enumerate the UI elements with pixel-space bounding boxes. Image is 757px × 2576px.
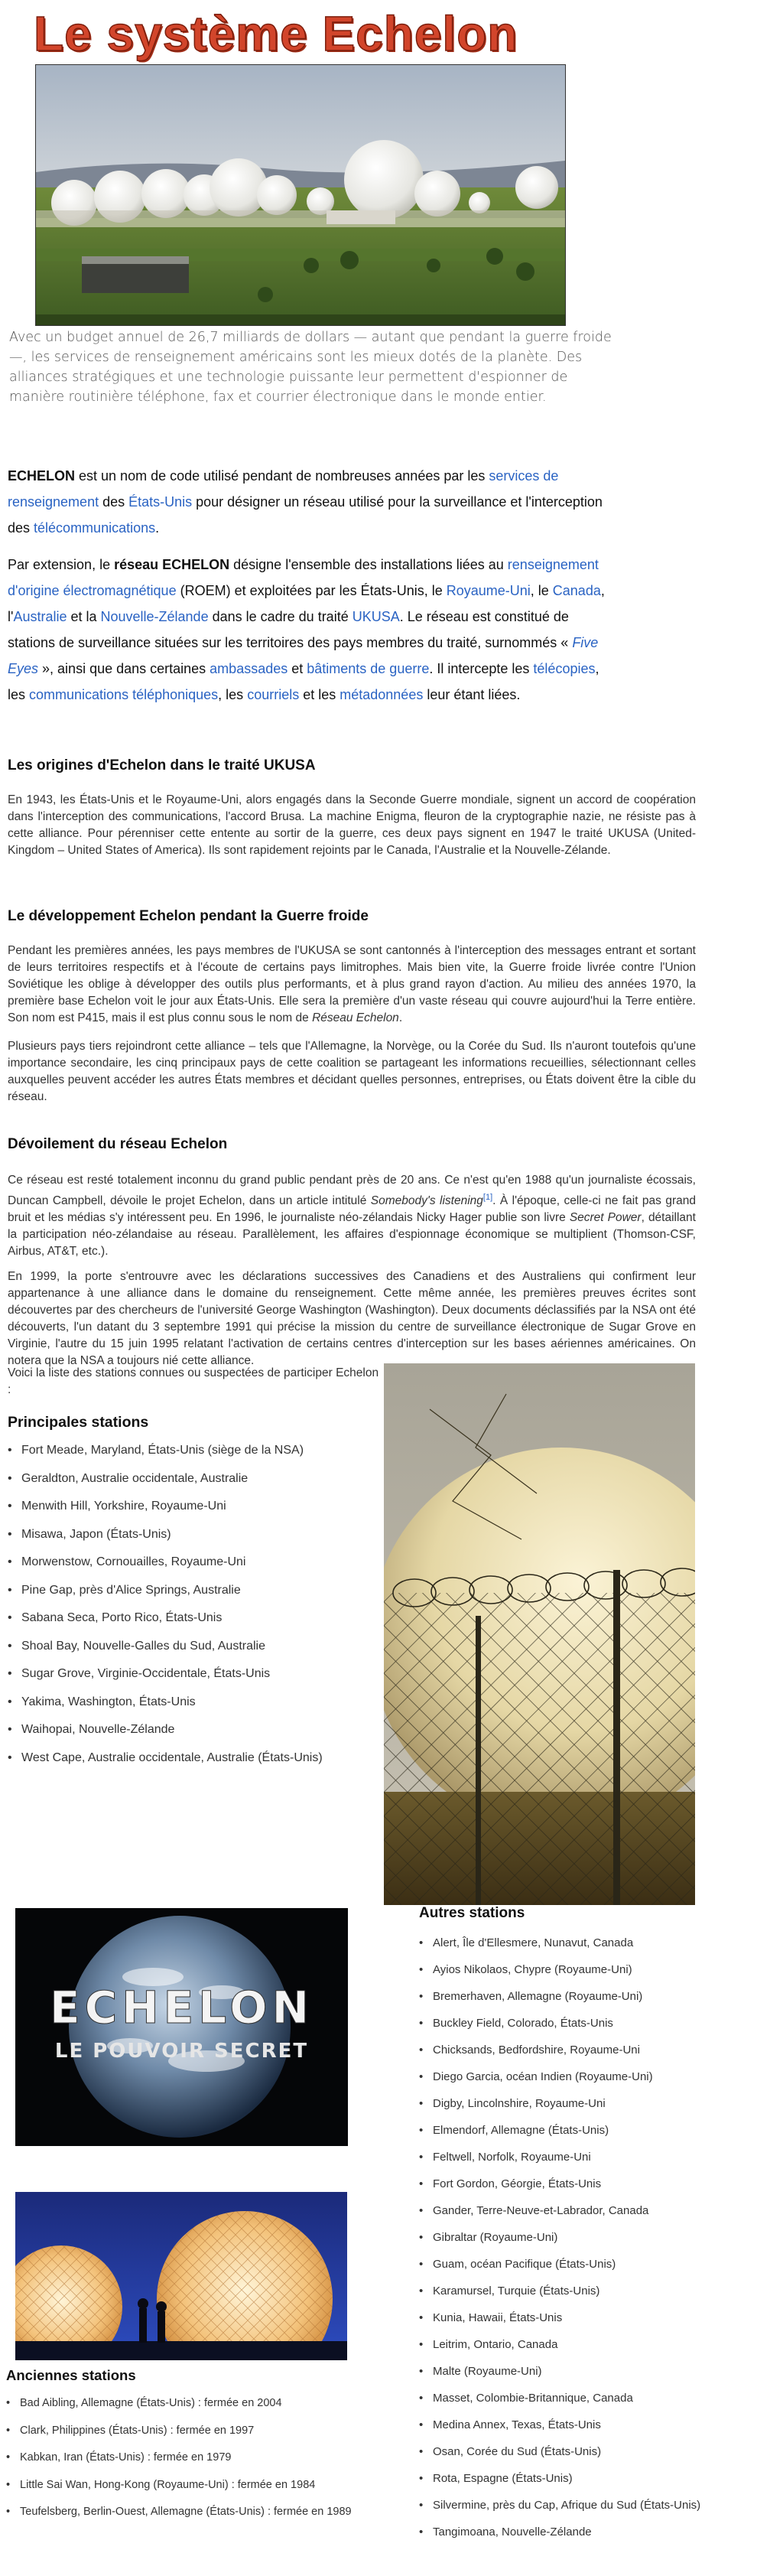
station-item: • Gibraltar (Royaume-Uni)	[419, 2224, 700, 2251]
coldwar-text-1	[8, 943, 696, 1027]
station-item: • Shoal Bay, Nouvelle-Galles du Sud, Australie	[8, 1633, 323, 1661]
other-stations-list	[419, 1930, 700, 2545]
link-nouvelle-zelande[interactable]: Nouvelle-Zélande	[100, 609, 209, 624]
text: Ce réseau est resté totalement inconnu du grand public pendant près de 20 ans. Ce n'est qu'en 1988 qu'un journaliste écossais, Duncan Campbell, dévoile le projet Echelon, dans un article intitulé	[8, 1174, 696, 1208]
station-item: • Buckley Field, Colorado, États-Unis	[419, 2010, 700, 2037]
station-item: • Misawa, Japon (États-Unis)	[8, 1521, 323, 1549]
coldwar-text-2: Plusieurs pays tiers rejoindront cette alliance – tels que l'Allemagne, la Norvège, ou la Corée du Sud. Ils n'auront toutefois qu'une importance secondaire, les cinq principaux pays de cette coalition se partageant les informations recueillies, sélectionnant celles auxquelles peuvent accéder les autres États membres et décidant quelles personnes, entreprises, ou États doivent être la cible du réseau.	[8, 1040, 696, 1103]
link-canada[interactable]: Canada	[552, 583, 601, 598]
station-item: • Teufelsberg, Berlin-Ouest, Allemagne (États-Unis) : fermée en 1989	[6, 2499, 352, 2526]
text: .	[155, 520, 160, 536]
reseau-echelon-term: réseau ECHELON	[114, 557, 230, 572]
heading-coldwar: Le développement Echelon pendant la Guerre froide	[8, 908, 369, 924]
night-radomes-photo	[15, 2192, 347, 2360]
text: (ROEM) et exploitées par les États-Unis, le	[176, 583, 447, 598]
station-item: • Geraldton, Australie occidentale, Australie	[8, 1465, 323, 1493]
station-item: • Fort Meade, Maryland, États-Unis (siège de la NSA)	[8, 1437, 323, 1465]
old-stations-list	[6, 2390, 352, 2526]
reveal-text-2: En 1999, la porte s'entrouvre avec les déclarations successives des Canadiens et des Australiens qui confirment leur appartenance à une alliance dans le domaine du renseignement. Cette même année, les premières preuves écrites sont découvertes par des chercheurs de l'université George Washington (Washington). Deux documents déclassifiés par la NSA ont été découverts, l'un datant du 3 septembre 1991 qui précise la mission du centre de surveillance électronique de Sugar Grove en Virginie, l'autre du 15 juin 1995 relatant l'activation de certains centres d'interception sur les bases aériennes américaines. On notera que la NSA a toujours nié cette alliance.	[8, 1270, 696, 1367]
intro-paragraph: Avec un budget annuel de 26,7 milliards de dollars — autant que pendant la guerre froide —, les services de renseignement américains sont les mieux dotés de la planète. Des alliances stratégiques et une technologie puissante leur permettent d'espionner de manière routinière téléphone, fax et courrier électronique dans le monde entier.	[9, 330, 612, 405]
lead-paragraph-2	[8, 552, 619, 708]
heading-origins: Les origines d'Echelon dans le traité UKUSA	[8, 757, 316, 773]
station-item: • Yakima, Washington, États-Unis	[8, 1689, 323, 1717]
text: pour désigner un réseau utilisé pour la surveillance et l'interception des	[8, 494, 603, 536]
link-etats-unis[interactable]: États-Unis	[128, 494, 193, 510]
book-title: Secret Power	[569, 1211, 642, 1225]
text: désigne l'ensemble des installations liées au	[229, 557, 508, 572]
station-item: • Gander, Terre-Neuve-et-Labrador, Canada	[419, 2197, 700, 2224]
text: leur étant liées.	[423, 687, 521, 702]
night-radomes-illustration	[15, 2192, 347, 2360]
station-item: • Sabana Seca, Porto Rico, États-Unis	[8, 1604, 323, 1633]
radome-fence-illustration	[384, 1363, 695, 1905]
origins-text: En 1943, les États-Unis et le Royaume-Uni, alors engagés dans la Seconde Guerre mondiale, signent un accord de coopération dans l'interception des communications, l'accord Brusa. La machine Enigma, fleuron de la cryptographie nazie, ne résiste pas à cette alliance. Pour pérenniser cette entente au sortir de la guerre, ces deux pays signent en 1947 le traité UKUSA (United-Kingdom – United States of America). Ils sont rapidement rejoints par le Canada, l'Australie et la Nouvelle-Zélande.	[8, 793, 696, 857]
station-item: • Diego Garcia, océan Indien (Royaume-Uni)	[419, 2063, 700, 2090]
text: », ainsi que dans certaines	[38, 661, 210, 676]
text: , détaillant la participation néo-zélandaise au réseau. Parallèlement, les affaires d'espionnage économique se multiplient (Thomson-CSF, Airbus, AT&T, etc.).	[8, 1211, 696, 1259]
station-item: • Elmendorf, Allemagne (États-Unis)	[419, 2117, 700, 2144]
text: dans le cadre du traité	[208, 609, 353, 624]
station-item: • Ayios Nikolaos, Chypre (Royaume-Uni)	[419, 1956, 700, 1983]
station-item: • Fort Gordon, Géorgie, États-Unis	[419, 2171, 700, 2197]
heading-reveal: Dévoilement du réseau Echelon	[8, 1136, 228, 1152]
station-item: • Masset, Colombie-Britannique, Canada	[419, 2385, 700, 2412]
link-telecommunications[interactable]: télécommunications	[34, 520, 156, 536]
station-item: • Sugar Grove, Virginie-Occidentale, États-Unis	[8, 1660, 323, 1689]
link-ambassades[interactable]: ambassades	[210, 661, 288, 676]
text: , les	[8, 661, 599, 702]
station-item: • Bremerhaven, Allemagne (Royaume-Uni)	[419, 1983, 700, 2010]
station-item: • Osan, Corée du Sud (États-Unis)	[419, 2438, 700, 2465]
station-item: • Morwenstow, Cornouailles, Royaume-Uni	[8, 1549, 323, 1577]
link-communications-telephoniques[interactable]: communications téléphoniques	[29, 687, 219, 702]
footnote-ref[interactable]: [1]	[482, 1193, 493, 1202]
station-item: • Alert, Île d'Ellesmere, Nunavut, Canada	[419, 1930, 700, 1956]
article-title: Somebody's listening	[370, 1194, 483, 1208]
heading-old-stations: Anciennes stations	[6, 2367, 136, 2383]
text: , les	[218, 687, 248, 702]
hero-photo-radomes	[35, 64, 566, 326]
page-title: Le système Echelon	[34, 6, 518, 61]
station-item: • Feltwell, Norfolk, Royaume-Uni	[419, 2144, 700, 2171]
station-item: • Leitrim, Ontario, Canada	[419, 2331, 700, 2358]
text: Par extension, le	[8, 557, 115, 572]
link-services-renseignement[interactable]: services de renseignement	[8, 468, 559, 510]
link-telecopies[interactable]: télécopies	[533, 661, 596, 676]
text: . À l'époque, celle-ci ne fait pas grand bruit et les médias s'y intéressent peu. En 1996, le journaliste néo-zélandais Nicky Hager publie son livre	[8, 1194, 696, 1225]
text: , l'	[8, 583, 605, 624]
station-item: • Tangimoana, Nouvelle-Zélande	[419, 2519, 700, 2545]
link-metadonnees[interactable]: métadonnées	[340, 687, 424, 702]
link-batiments-de-guerre[interactable]: bâtiments de guerre	[307, 661, 430, 676]
poster-subtitle: LE POUVOIR SECRET	[54, 2040, 309, 2063]
reveal-text-1	[8, 1172, 696, 1260]
station-item: • Malte (Royaume-Uni)	[419, 2358, 700, 2385]
text: des	[99, 494, 129, 510]
text: Pendant les premières années, les pays membres de l'UKUSA se sont cantonnés à l'interception des messages entrant et sortant de leurs territoires respectifs et à l'écoute de certains pays limitrophes. Mais bien vite, la Guerre froide livrée contre l'Union Soviétique les oblige à développer des outils plus performants, et à plus grand rayon d'action. Au milieu des années 1970, la première base Echelon voit le jour aux États-Unis. Elle sera la première d'un vaste réseau qui couvre aujourd'hui la Terre entière. Son nom est P415, mais il est plus connu sous le nom de	[8, 944, 696, 1024]
station-item: • Waihopai, Nouvelle-Zélande	[8, 1716, 323, 1744]
radome-fence-photo	[384, 1363, 695, 1905]
link-five-eyes[interactable]: Five Eyes	[8, 635, 599, 676]
station-item: • Menwith Hill, Yorkshire, Royaume-Uni	[8, 1493, 323, 1521]
station-item: • Bad Aibling, Allemagne (États-Unis) : fermée en 2004	[6, 2390, 352, 2418]
text: et les	[299, 687, 340, 702]
station-item: • Little Sai Wan, Hong-Kong (Royaume-Uni) : fermée en 1984	[6, 2472, 352, 2499]
station-item: • Kabkan, Iran (États-Unis) : fermée en 1979	[6, 2444, 352, 2472]
echelon-term: ECHELON	[8, 468, 76, 484]
text: . Il intercepte les	[429, 661, 534, 676]
text: , le	[530, 583, 553, 598]
link-ukusa[interactable]: UKUSA	[352, 609, 400, 624]
station-item: • Clark, Philippines (États-Unis) : fermée en 1997	[6, 2418, 352, 2445]
station-item: • Karamursel, Turquie (États-Unis)	[419, 2278, 700, 2304]
link-australie[interactable]: Australie	[13, 609, 67, 624]
link-roem[interactable]: renseignement d'origine électromagnétique	[8, 557, 599, 598]
station-item: • Medina Annex, Texas, États-Unis	[419, 2412, 700, 2438]
station-item: • West Cape, Australie occidentale, Australie (États-Unis)	[8, 1744, 323, 1773]
text: et	[288, 661, 307, 676]
station-item: • Silvermine, près du Cap, Afrique du Sud (États-Unis)	[419, 2492, 700, 2519]
station-item: • Guam, océan Pacifique (États-Unis)	[419, 2251, 700, 2278]
station-item: • Chicksands, Bedfordshire, Royaume-Uni	[419, 2037, 700, 2063]
text: est un nom de code utilisé pendant de nombreuses années par les	[75, 468, 489, 484]
reveal-text-3: Voici la liste des stations connues ou suspectées de participer Echelon :	[8, 1366, 379, 1396]
text: .	[398, 1011, 403, 1024]
echelon-poster	[15, 1908, 348, 2146]
station-item: • Kunia, Hawaii, États-Unis	[419, 2304, 700, 2331]
heading-main-stations: Principales stations	[8, 1414, 149, 1431]
text: . Le réseau est constitué de stations de surveillance situées sur les territoires des pays membres du traité, surnommés «	[8, 609, 573, 650]
station-item: • Digby, Lincolnshire, Royaume-Uni	[419, 2090, 700, 2117]
heading-other-stations: Autres stations	[419, 1905, 525, 1921]
station-item: • Pine Gap, près d'Alice Springs, Australie	[8, 1577, 323, 1605]
station-item: • Rota, Espagne (États-Unis)	[419, 2465, 700, 2492]
text: et la	[67, 609, 101, 624]
link-royaume-uni[interactable]: Royaume-Uni	[446, 583, 531, 598]
radomes-landscape-illustration	[36, 65, 565, 325]
link-courriels[interactable]: courriels	[247, 687, 300, 702]
poster-title: ECHELON	[49, 1982, 314, 2034]
reseau-echelon-italic: Réseau Echelon	[312, 1011, 399, 1024]
main-stations-list	[8, 1437, 323, 1772]
lead-paragraph-1	[8, 463, 612, 541]
